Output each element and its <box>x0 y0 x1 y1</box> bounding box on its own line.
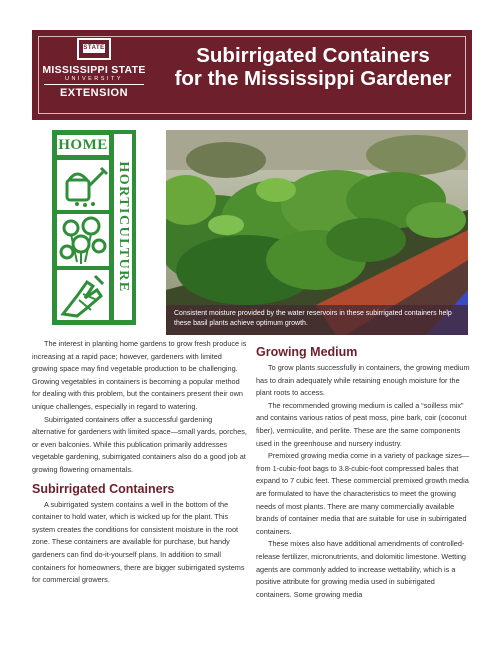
growing-medium-paragraph-3: Premixed growing media come in a variety of package sizes—from 1-cubic-foot bags to 3.8-cubic-foot compressed bales that expand to 7 cubic feet. These commercial premixed growth media are formulated to have the characteristics to meet the growing needs of most plants. There are many commercially available brands of container media that are suitable for use in subirrigated containers. <box>256 451 470 536</box>
home-horticulture-badge <box>52 130 136 325</box>
msu-extension-logo <box>38 38 150 108</box>
left-column <box>32 338 247 587</box>
badge-horticulture-word: HORTICULTURE <box>116 161 131 293</box>
badge-horticulture-strip <box>114 134 132 320</box>
logo-university-name: MISSISSIPPI STATE <box>42 64 146 76</box>
flowers-icon <box>57 214 109 266</box>
msu-m-icon <box>77 38 111 64</box>
photo-caption: Consistent moisture provided by the water reservoirs in these subirrigated containers help these basil plants achieve optimum growth. <box>166 305 468 335</box>
growing-medium-paragraph-4: These mixes also have additional amendments of controlled-release fertilizer, micronutrients, and dolomitic limestone. Wetting agents are commonly added to increase wettability, which is a positive attribute for growing media used in subirrigated containers. Some growing media <box>256 539 466 599</box>
section-heading-growing-medium: Growing Medium <box>256 345 358 359</box>
logo-divider <box>44 84 144 85</box>
gloved-hand-icon <box>57 270 109 320</box>
watering-can-icon <box>57 160 109 210</box>
logo-mark-text: STATE <box>83 45 105 51</box>
title-line-1: Subirrigated Containers <box>196 44 430 67</box>
title-line-2: for the Mississippi Gardener <box>174 67 452 90</box>
logo-university-word: UNIVERSITY <box>64 76 123 82</box>
growing-medium-paragraph-1: To grow plants successfully in containers, the growing medium has to drain adequately while retaining enough moisture for the plant roots to access. <box>256 363 470 398</box>
intro-paragraph-1: The interest in planting home gardens to grow fresh produce is increasing at a rapid pace; however, gardeners with limited growing space may find vegetable production to be challenging. Growing vegetables in containers is becoming a popular method for dealing with this problem, but the containers present their own unique challenges, especially in regard to watering. <box>32 339 247 411</box>
section-heading-subirrigated: Subirrigated Containers <box>32 481 175 496</box>
logo-extension: EXTENSION <box>59 87 129 99</box>
header-banner <box>32 30 472 120</box>
badge-home-word: HOME <box>58 137 108 153</box>
page-title <box>168 44 458 90</box>
intro-paragraph-2: Subirrigated containers offer a successful gardening alternative for gardeners with limited space—small yards, porches, or even balconies. While this publication primarily addresses vegetable gardening, subirrigated containers also do a good job at growing flowering ornamentals. <box>32 414 247 474</box>
right-column <box>256 338 471 601</box>
basil-containers-photo <box>166 130 468 335</box>
growing-medium-paragraph-2: The recommended growing medium is called a “soilless mix” and contains various ratios of peat moss, pine bark, coir (coconut fiber), vermiculite, and perlite. These are the same components used in the greenhouse and nursery industry. <box>256 400 467 448</box>
subirrigated-paragraph: A subirrigated system contains a well in the bottom of the container to hold water, which is wicked up for the plant. This system creates the conditions for consistent moisture in the root zone. These containers are available for purchase, but handy gardeners can find do-it-yourself plans. In addition to small containers for homeowners, there are bigger subirrigated systems for commercial growers. <box>32 499 245 585</box>
